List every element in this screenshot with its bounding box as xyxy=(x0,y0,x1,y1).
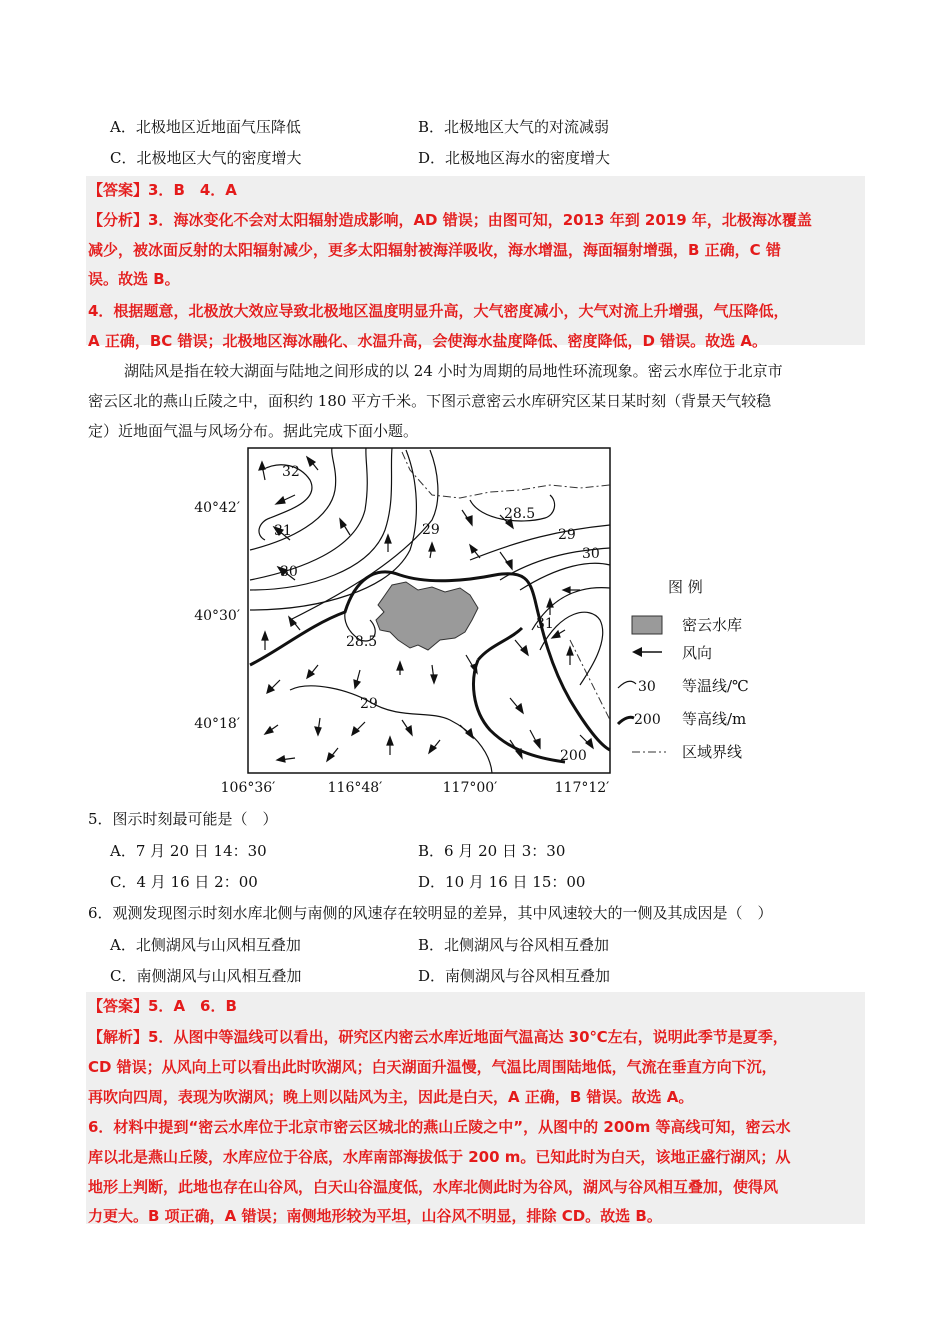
option-b: B．北侧湖风与谷风相互叠加 xyxy=(418,936,610,954)
analysis-line: 力更大。B 项正确，A 错误；南侧地形较为平坦，山谷风不明显，排除 CD。故选 B。 xyxy=(88,1207,662,1225)
analysis-line: 误。故选 B。 xyxy=(88,270,180,288)
option-b: B．北极地区大气的对流减弱 xyxy=(418,118,610,136)
analysis-line: 6．材料中提到“密云水库位于北京市密云区城北的燕山丘陵之中”，从图中的 200m 等高线可知，密云水 xyxy=(88,1118,791,1136)
svg-text:200: 200 xyxy=(560,748,587,764)
intro-paragraph xyxy=(88,356,864,446)
option-c: C．南侧湖风与山风相互叠加 xyxy=(110,967,302,985)
svg-text:32: 32 xyxy=(282,464,300,480)
legend-title: 图 例 xyxy=(668,578,703,596)
q5-options-row-1 xyxy=(110,840,870,866)
option-d: D．10 月 16 日 15：00 xyxy=(418,873,586,891)
option-a: A．北极地区近地面气压降低 xyxy=(110,118,301,136)
svg-text:40°30′: 40°30′ xyxy=(194,608,240,624)
q5-options-row-2 xyxy=(110,871,870,897)
legend-reservoir: 密云水库 xyxy=(682,616,743,634)
analysis-line: A 正确，BC 错误；北极地区海冰融化、水温升高，会使海水盐度降低、密度降低，D 错误。故选 A。 xyxy=(88,332,768,350)
q4-options-row-2 xyxy=(110,147,870,173)
svg-text:29: 29 xyxy=(422,522,440,538)
q4-options-row-1 xyxy=(110,116,870,142)
svg-text:200: 200 xyxy=(634,712,661,728)
legend-isotherm: 等温线/℃ xyxy=(682,677,749,695)
q6-stem: 6．观测发现图示时刻水库北侧与南侧的风速存在较明显的差异，其中风速较大的一侧及其成因是（ ） xyxy=(88,904,773,922)
option-d: D．南侧湖风与谷风相互叠加 xyxy=(418,967,611,985)
option-d: D．北极地区海水的密度增大 xyxy=(418,149,611,167)
answer-box-1 xyxy=(86,176,865,350)
answer-line: 【答案】3．B 4．A xyxy=(88,181,237,199)
analysis-line: 【分析】3．海冰变化不会对太阳辐射造成影响，AD 错误；由图可知，2013 年到 2019 年，北极海冰覆盖 xyxy=(88,211,812,229)
q6-options-row-2 xyxy=(110,965,870,991)
longitude-labels xyxy=(221,780,610,796)
analysis-line: 地形上判断，此地也存在山谷风，白天山谷温度低，水库北侧此时为谷风，湖风与谷风相互叠加，使得风 xyxy=(88,1178,779,1196)
intro-line: 定）近地面气温与风场分布。据此完成下面小题。 xyxy=(88,422,419,440)
q6-options-row-1 xyxy=(110,934,870,960)
svg-text:31: 31 xyxy=(274,523,292,539)
intro-line: 湖陆风是指在较大湖面与陆地之间形成的以 24 小时为周期的局地性环流现象。密云水库位于北京市 xyxy=(124,362,783,380)
svg-text:106°36′: 106°36′ xyxy=(220,780,276,796)
option-a: A．北侧湖风与山风相互叠加 xyxy=(110,936,301,954)
legend-boundary: 区域界线 xyxy=(682,743,743,761)
svg-text:40°18′: 40°18′ xyxy=(194,716,240,732)
q5-stem: 5．图示时刻最可能是（ ） xyxy=(88,810,278,828)
option-c: C．北极地区大气的密度增大 xyxy=(110,149,302,167)
analysis-line: 【解析】5．从图中等温线可以看出，研究区内密云水库近地面气温高达 30℃左右，说明此季节是夏季， xyxy=(88,1028,788,1046)
legend-reservoir-swatch xyxy=(632,616,662,634)
legend-contour: 等高线/m xyxy=(682,710,747,728)
option-a: A．7 月 20 日 14：30 xyxy=(110,842,267,860)
answer-line: 【答案】5．A 6．B xyxy=(88,997,237,1015)
svg-text:28.5: 28.5 xyxy=(346,634,378,650)
svg-text:28.5: 28.5 xyxy=(504,506,536,522)
svg-text:116°48′: 116°48′ xyxy=(327,780,383,796)
legend-wind: 风向 xyxy=(682,644,713,662)
option-c: C．4 月 16 日 2：00 xyxy=(110,873,258,891)
analysis-line: 4．根据题意，北极放大效应导致北极地区温度明显升高，大气密度减小，大气对流上升增强，气压降低， xyxy=(88,302,789,320)
option-b: B．6 月 20 日 3：30 xyxy=(418,842,566,860)
legend xyxy=(618,578,749,761)
svg-text:30: 30 xyxy=(582,546,600,562)
analysis-line: 再吹向四周，表现为吹湖风；晚上则以陆风为主，因此是白天，A 正确，B 错误。故选 A。 xyxy=(88,1088,694,1106)
analysis-line: 库以北是燕山丘陵，水库应位于谷底，水库南部海拔低于 200 m。已知此时为白天，该地正盛行湖风；从 xyxy=(88,1148,791,1166)
legend-contour-icon xyxy=(618,717,634,724)
intro-line: 密云区北的燕山丘陵之中，面积约 180 平方千米。下图示意密云水库研究区某日某时刻（背景天气较稳 xyxy=(88,392,772,410)
svg-text:117°12′: 117°12′ xyxy=(554,780,610,796)
analysis-line: 减少，被冰面反射的太阳辐射减少，更多太阳辐射被海洋吸收，海水增温，海面辐射增强，B 正确，C 错 xyxy=(88,241,781,259)
svg-text:30: 30 xyxy=(638,679,656,695)
svg-text:117°00′: 117°00′ xyxy=(442,780,498,796)
map-figure xyxy=(170,440,790,800)
latitude-labels xyxy=(194,500,240,732)
svg-text:31: 31 xyxy=(536,616,554,632)
answer-box-2 xyxy=(86,992,865,1224)
legend-isotherm-icon xyxy=(618,681,636,688)
svg-text:29: 29 xyxy=(360,696,378,712)
svg-text:29: 29 xyxy=(558,527,576,543)
analysis-line: CD 错误；从风向上可以看出此时吹湖风；白天湖面升温慢，气温比周围陆地低，气流在垂直方向下沉， xyxy=(88,1058,777,1076)
svg-text:40°42′: 40°42′ xyxy=(194,500,240,516)
svg-text:30: 30 xyxy=(280,564,298,580)
